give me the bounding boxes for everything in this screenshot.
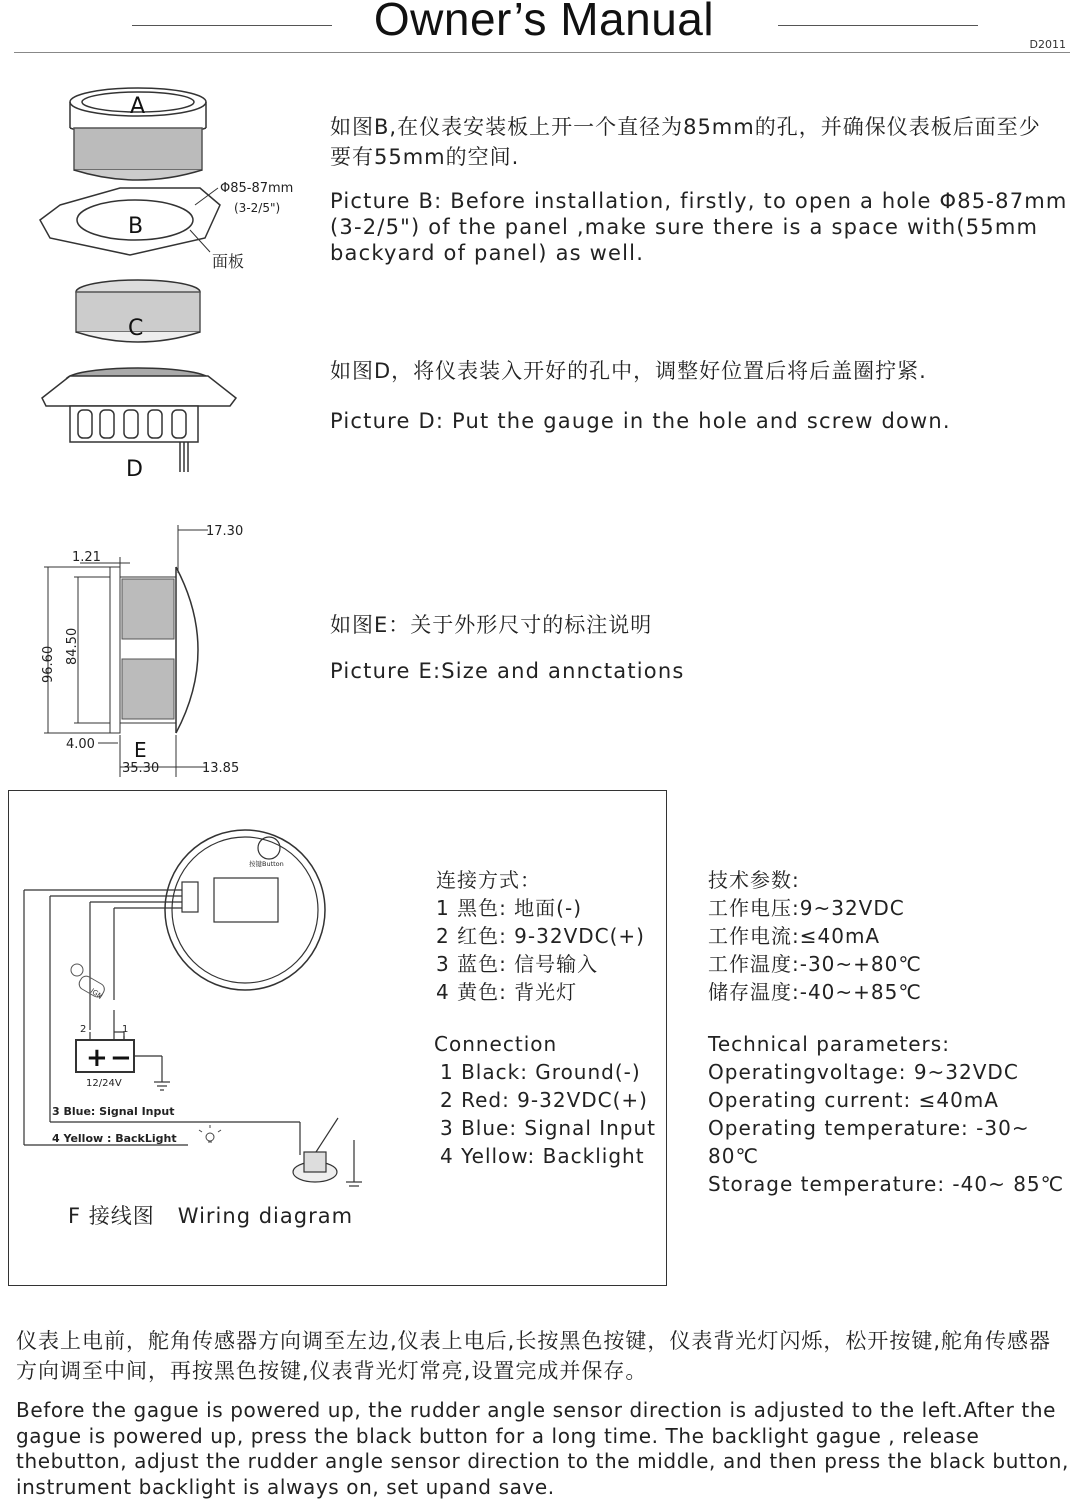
list-item: 3 Blue: Signal Input [440,1116,657,1140]
panel-label: 面板 [212,252,245,271]
svg-text:+: + [86,1043,108,1073]
connection-en-title: Connection [434,1032,558,1056]
footer-cn: 仪表上电前，舵角传感器方向调至左边,仪表上电后,长按黑色按键，仪表背光灯闪烁，松开按键,舵角传感器方向调至中间，再按黑色按键,仪表背光灯常亮,设置完成并保存。 [16,1329,1052,1383]
list-item: Storage temperature: -40~ 85℃ [708,1172,1065,1196]
header-bottom-rule [14,52,1070,53]
connection-cn [436,866,696,1006]
step-b-en: Picture B: Before installation, firstly, to open a hole Φ85-87mm (3-2/5") of the panel ,make sure there is a space with(55mm backyard of panel) as well. [330,189,1068,265]
list-item: Operating temperature: -30~ 80℃ [708,1116,1030,1168]
list-item: 工作电压:9~32VDC [708,896,905,920]
list-item: 工作电流:≤40mA [708,924,881,948]
list-item: 3 蓝色: 信号输入 [436,952,599,976]
blue-wire-label: 3 Blue: Signal Input [52,1105,175,1118]
list-item: 4 Yellow: Backlight [440,1144,645,1168]
header-rule-right [778,25,978,26]
dim-84-50: 84.50 [65,627,80,665]
list-item: 1 黑色: 地面(-) [436,896,582,920]
step-b-cn: 如图B,在仪表安装板上开一个直径为85mm的孔，并确保仪表板后面至少要有55mm的空间. [330,115,1041,169]
dim-17-30: 17.30 [206,524,244,539]
tech-en-title: Technical parameters: [708,1032,950,1056]
list-item: 2 红色: 9-32VDC(+) [436,924,645,948]
label-c: C [128,316,144,341]
step-e-en: Picture E:Size and annctations [330,659,685,683]
tech-cn [708,866,1048,1006]
list-item: 1 Black: Ground(-) [440,1060,641,1084]
step-d-en: Picture D: Put the gauge in the hole and screw down. [330,409,951,433]
list-item: 4 黄色: 背光灯 [436,980,578,1004]
tech-cn-title: 技术参数: [708,868,800,892]
label-a: A [130,94,146,119]
document-code: D2011 [1029,38,1066,51]
connection-cn-title: 连接方式： [436,868,541,892]
dim-35-30: 35.30 [122,761,160,776]
list-item: Operating current: ≤40mA [708,1088,999,1112]
wiring-diagram [20,800,440,1200]
dim-13-85: 13.85 [202,761,240,776]
battery-voltage: 12/24V [86,1078,122,1089]
hole-diameter: Φ85-87mm [220,181,294,196]
dim-4-00: 4.00 [66,737,95,752]
page-title: Owner’s Manual [373,0,715,45]
label-b: B [128,214,144,239]
button-label: 按键Button [249,860,284,868]
list-item: Operatingvoltage: 9~32VDC [708,1060,1019,1084]
step-e-cn: 如图E：关于外形尺寸的标注说明 [330,613,653,637]
label-e: E [134,738,147,762]
label-d: D [126,457,143,482]
tech-en [708,1030,1083,1198]
connection-en [434,1030,694,1170]
dim-96-60: 96.60 [41,645,56,683]
terminal-1: 1 [122,1024,129,1035]
svg-text:−: − [110,1043,132,1073]
dimension-figure [30,515,270,785]
footer-en: Before the gague is powered up, the rudder angle sensor direction is adjusted to the left.After the gague is powered up, press the black button for a long time. The backlight gague , release thebutton, adjust the rudder angle sensor direction to the middle, and then press the black button, instrument backlight is always on, set upand save. [16,1398,1069,1499]
dim-1-21: 1.21 [72,550,101,565]
ign-label: IGN [88,987,104,1001]
yellow-wire-label: 4 Yellow : BackLight [52,1132,177,1145]
list-item: 2 Red: 9-32VDC(+) [440,1088,648,1112]
terminal-2: 2 [80,1024,87,1035]
list-item: 工作温度:-30~+80℃ [708,952,922,976]
step-d-cn: 如图D，将仪表装入开好的孔中，调整好位置后将后盖圈拧紧. [330,359,927,383]
installation-figure [30,80,320,490]
wiring-caption: F 接线图 Wiring diagram [68,1204,354,1228]
hole-diameter-inch: (3-2/5") [234,201,281,215]
list-item: 储存温度:-40~+85℃ [708,980,922,1004]
bulb-icon [199,1125,221,1142]
